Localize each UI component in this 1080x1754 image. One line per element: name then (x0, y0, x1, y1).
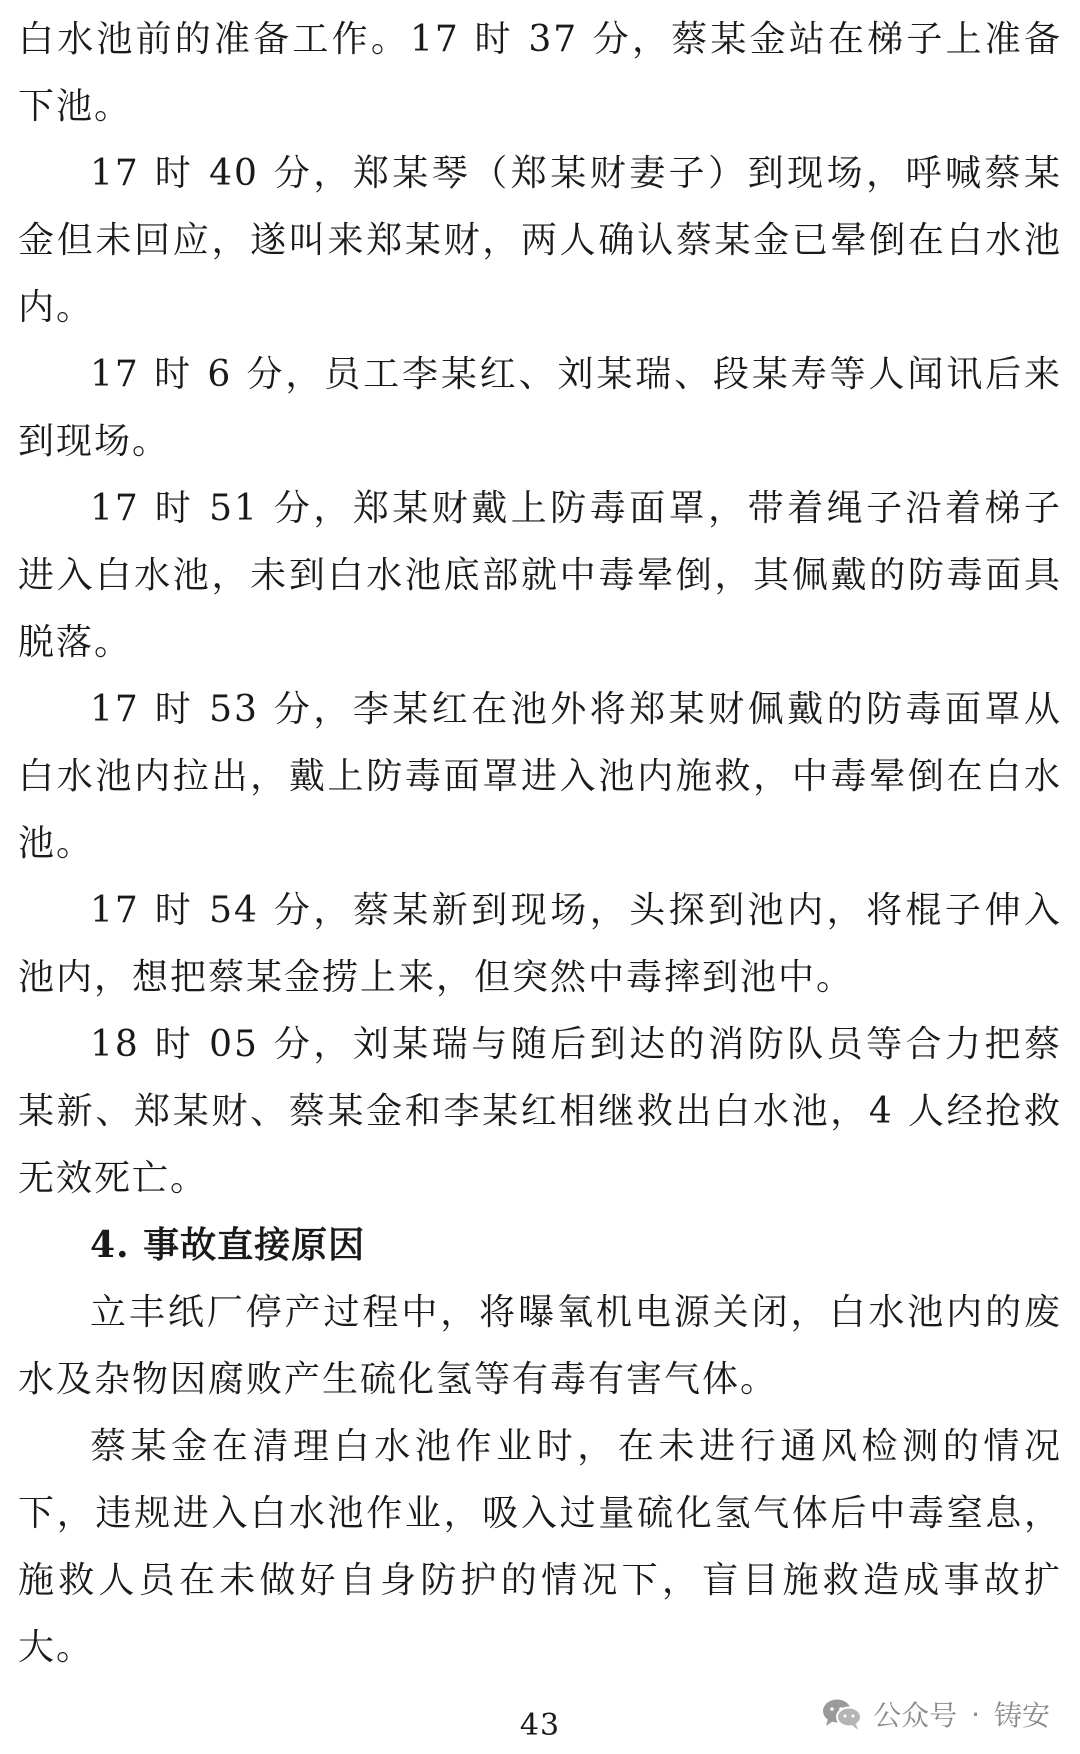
paragraph-preparation: 白水池前的准备工作。17 时 37 分，蔡某金站在梯子上准备下池。 (18, 19, 1062, 127)
paragraph-1805: 18 时 05 分，刘某瑞与随后到达的消防队员等合力把蔡某新、郑某财、蔡某金和李某红相继救出白水池，4 人经抢救无效死亡。 (18, 1024, 1062, 1199)
watermark-separator: · (971, 1697, 980, 1731)
page-number: 43 (519, 1708, 561, 1743)
paragraph-1740: 17 时 40 分，郑某琴（郑某财妻子）到现场，呼喊蔡某金但未回应，遂叫来郑某财，两人确认蔡某金已晕倒在白水池内。 (18, 153, 1062, 328)
watermark-label: 公众号 (873, 1699, 958, 1732)
section-heading: 4. 事故直接原因 (90, 1224, 366, 1266)
paragraph-cause-1: 立丰纸厂停产过程中，将曝氧机电源关闭，白水池内的废水及杂物因腐败产生硫化氢等有毒有害气体。 (18, 1292, 1062, 1400)
watermark (821, 1694, 1050, 1734)
paragraph-1706: 17 时 6 分，员工李某红、刘某瑞、段某寿等人闻讯后来到现场。 (18, 354, 1062, 462)
document-page (18, 0, 1062, 1681)
watermark-account: 铸安 (993, 1699, 1050, 1732)
paragraph-1753: 17 时 53 分，李某红在池外将郑某财佩戴的防毒面罩从白水池内拉出，戴上防毒面罩进入池内施救，中毒晕倒在白水池。 (18, 689, 1062, 864)
paragraph-cause-2: 蔡某金在清理白水池作业时，在未进行通风检测的情况下，违规进入白水池作业，吸入过量硫化氢气体后中毒窒息，施救人员在未做好自身防护的情况下，盲目施救造成事故扩大。 (18, 1426, 1062, 1668)
paragraph-1754: 17 时 54 分，蔡某新到现场，头探到池内，将棍子伸入池内，想把蔡某金捞上来，但突然中毒摔到池中。 (18, 890, 1062, 998)
wechat-icon (821, 1697, 863, 1731)
paragraph-1751: 17 时 51 分，郑某财戴上防毒面罩，带着绳子沿着梯子进入白水池，未到白水池底部就中毒晕倒，其佩戴的防毒面具脱落。 (18, 488, 1062, 663)
